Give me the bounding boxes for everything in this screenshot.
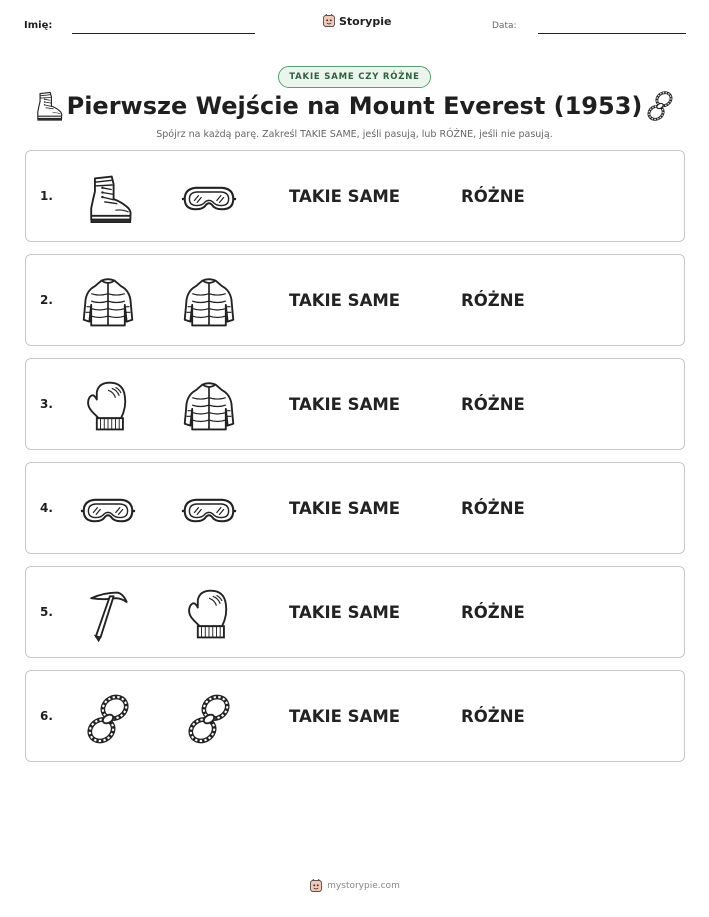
activity-badge: TAKIE SAME CZY RÓŻNE [278, 66, 431, 88]
row-number: 1. [40, 189, 53, 203]
option-different[interactable]: RÓŻNE [461, 499, 525, 518]
row-number: 2. [40, 293, 53, 307]
rope-icon [181, 691, 237, 747]
instructions: Spójrz na każdą parę. Zakreśl TAKIE SAME, jeśli pasują, lub RÓŻNE, jeśli nie pasują. [156, 129, 553, 140]
date-label: Data: [492, 21, 517, 31]
option-same[interactable]: TAKIE SAME [289, 395, 401, 414]
jacket-icon [181, 275, 237, 331]
worksheet-header [24, 14, 686, 38]
boot-icon [80, 171, 136, 227]
mascot-icon [322, 14, 336, 28]
goggles-icon [80, 483, 136, 539]
row-number: 4. [40, 501, 53, 515]
name-label: Imię: [24, 20, 53, 31]
jacket-icon [181, 379, 237, 435]
rope-icon [643, 89, 677, 123]
pair-row-3 [25, 358, 685, 450]
option-same[interactable]: TAKIE SAME [289, 707, 401, 726]
option-different[interactable]: RÓŻNE [461, 291, 525, 310]
row-number: 3. [40, 397, 53, 411]
footer [0, 879, 709, 893]
option-different[interactable]: RÓŻNE [461, 395, 525, 414]
rope-icon [80, 691, 136, 747]
date-field-line[interactable] [538, 33, 686, 34]
pair-row-5 [25, 566, 685, 658]
brand-name: Storypie [339, 14, 392, 28]
page-title: Pierwsze Wejście na Mount Everest (1953) [66, 92, 643, 120]
pair-row-6 [25, 670, 685, 762]
ice-axe-icon [80, 587, 136, 643]
option-different[interactable]: RÓŻNE [461, 707, 525, 726]
option-same[interactable]: TAKIE SAME [289, 291, 401, 310]
brand-logo [322, 14, 391, 28]
name-field-line[interactable] [72, 33, 255, 34]
pair-row-2 [25, 254, 685, 346]
option-different[interactable]: RÓŻNE [461, 603, 525, 622]
row-number: 6. [40, 709, 53, 723]
jacket-icon [80, 275, 136, 331]
option-same[interactable]: TAKIE SAME [289, 187, 401, 206]
row-number: 5. [40, 605, 53, 619]
option-different[interactable]: RÓŻNE [461, 187, 525, 206]
footer-url[interactable]: mystorypie.com [327, 881, 400, 891]
goggles-icon [181, 483, 237, 539]
mitten-icon [80, 379, 136, 435]
mascot-icon [309, 879, 323, 893]
option-same[interactable]: TAKIE SAME [289, 603, 401, 622]
pair-row-4 [25, 462, 685, 554]
pair-row-1 [25, 150, 685, 242]
option-same[interactable]: TAKIE SAME [289, 499, 401, 518]
mitten-icon [181, 587, 237, 643]
goggles-icon [181, 171, 237, 227]
